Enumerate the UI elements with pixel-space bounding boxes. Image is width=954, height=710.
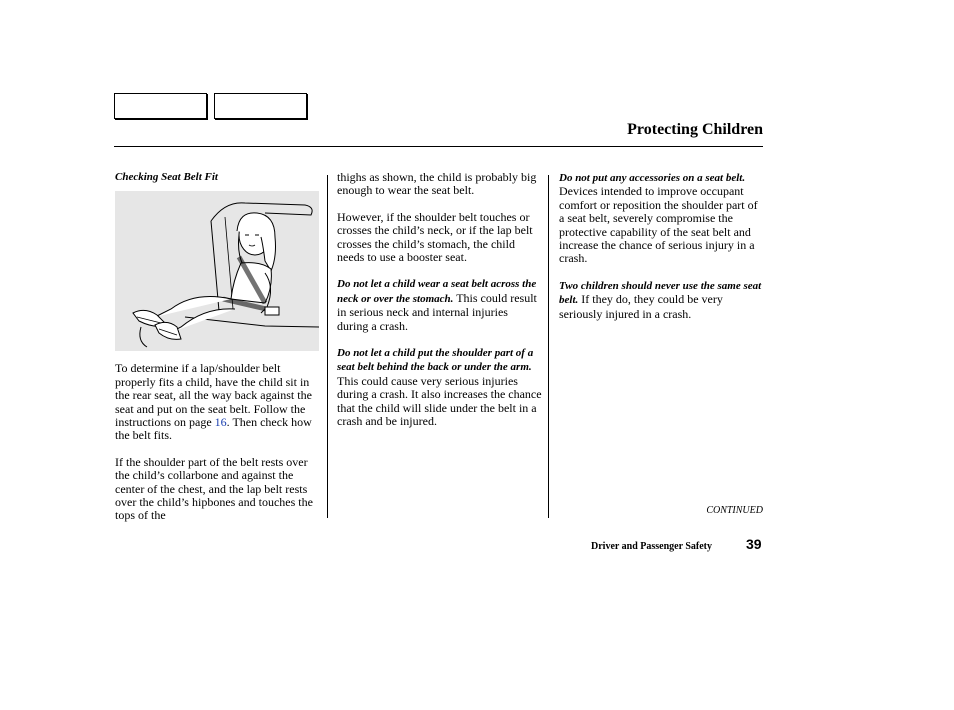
nav-button-1[interactable] [114, 93, 207, 119]
column-2 [337, 171, 542, 442]
child-seat-belt-illustration [115, 191, 319, 351]
column-3 [559, 171, 764, 334]
column-divider-1 [327, 175, 328, 518]
column-divider-2 [548, 175, 549, 518]
page-number: 39 [746, 536, 762, 552]
fit-instructions-paragraph [115, 362, 321, 442]
header-rule [114, 146, 763, 147]
warning-two-children-bold: Two children should never use the same seat belt. [559, 279, 762, 307]
subheading: Checking Seat Belt Fit [115, 171, 218, 183]
warning-behind-back-text: This could cause very serious injuries during a crash. It also increases the chance that the child will slide under the belt in a crash and be injured. [337, 373, 542, 429]
warning-behind-back-bold: Do not let a child put the shoulder part of a seat belt behind the back or under the arm. [337, 347, 534, 374]
warning-two-children-text: If they do, they could be very seriously injured in a crash. [559, 292, 723, 321]
child-seat-belt-drawing [115, 191, 319, 351]
page-title: Protecting Children [627, 121, 763, 138]
fit-instructions-text-end: . Then check how the belt fits. [115, 415, 312, 443]
warning-accessories-text: Devices intended to improve occupant comfort or reposition the shoulder part of a seat belt, severely compromise the protective capability of the seat belt and increase the chance of serious injury in a crash. [559, 184, 758, 266]
section-label: Driver and Passenger Safety [591, 541, 713, 552]
warning-neck-stomach-bold: Do not let a child wear a seat belt across the neck or over the stomach. [337, 278, 537, 305]
seat-belt-fit-paragraph: thighs as shown, the child is probably big enough to wear the seat belt. [337, 170, 537, 198]
warning-accessories-bold: Do not put any accessories on a seat belt. [559, 172, 746, 184]
belt-position-paragraph: If the shoulder part of the belt rests over the child’s collarbone and against the center of the chest, and the lap belt rests over the child’s hipbones and touches the tops of the [115, 454, 313, 523]
booster-seat-paragraph: However, if the shoulder belt touches or crosses the child’s neck, or if the lap belt crosses the child’s stomach, the child needs to use a booster seat. [337, 209, 533, 265]
warning-neck-stomach-text: This could result in serious neck and internal injuries during a crash. [337, 290, 537, 333]
column-1 [115, 171, 321, 536]
warning-neck-stomach [337, 277, 542, 333]
warning-two-children [559, 279, 764, 321]
warning-behind-back [337, 346, 542, 428]
warning-accessories [559, 171, 764, 266]
page-link-16[interactable]: 16 [214, 415, 227, 430]
nav-button-2[interactable] [214, 93, 307, 119]
fit-instructions-text: To determine if a lap/shoulder belt properly fits a child, have the child sit in the rear seat, all the way back against the seat and put on the seat belt. Follow the instructions on page [115, 361, 312, 430]
continued-label: CONTINUED [706, 505, 763, 516]
